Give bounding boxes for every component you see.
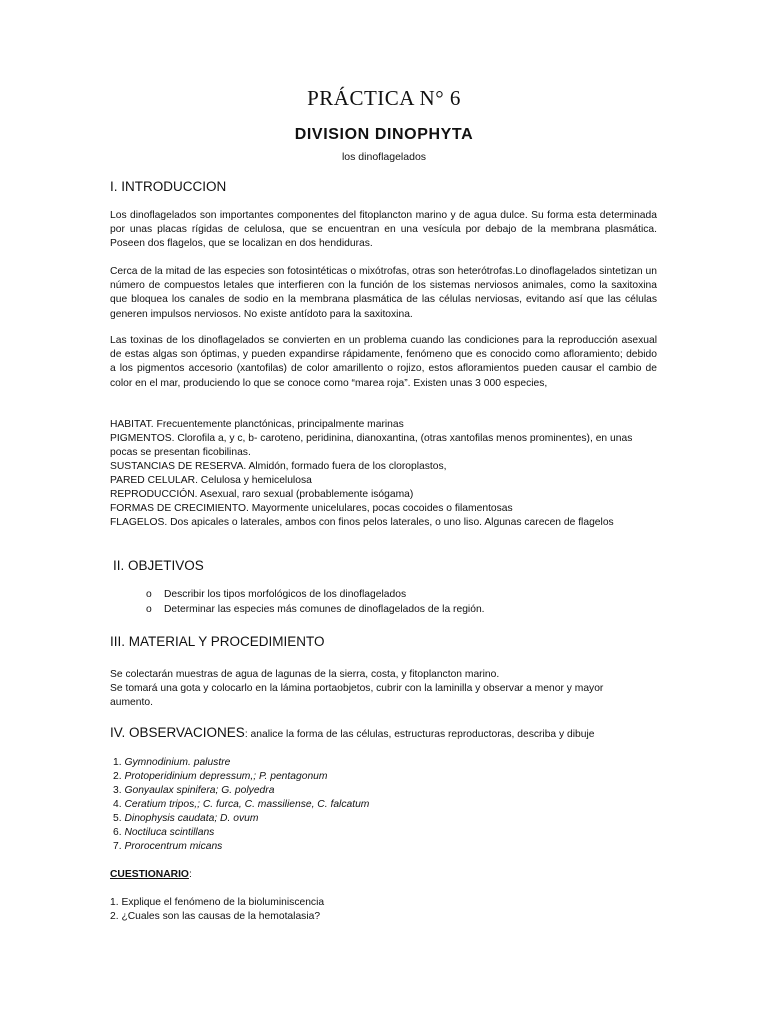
bullet-marker: o: [146, 604, 152, 615]
objective-text: Describir los tipos morfológicos de los dinoflagelados: [164, 589, 407, 600]
species-item: 6. Noctiluca scintillans: [113, 827, 215, 838]
species-item: 7. Prorocentrum micans: [113, 841, 223, 852]
material-line-3: aumento.: [110, 697, 153, 708]
pigmentos-line-1: PIGMENTOS. Clorofila a, y c, b- caroteno, peridinina, dianoxantina, (otras xantofilas menos prominentes), en unas: [110, 433, 633, 444]
species-name: Noctiluca scintillans: [124, 827, 215, 838]
intro-paragraph-2: Cerca de la mitad de las especies son fotosintéticas o mixótrofas, otras son heterótrofas.Lo dinoflagelados sintetizan un número de compuestos letales que interfieren con la función de los sistemas nerviosos animales, como la saxitoxina que bloquea los canales de sodio en la membrana plasmática de las células nerviosas, evitando así que las células generen impulsos nerviosos. No existe antídoto para la saxitoxina.: [110, 266, 657, 320]
section-heading-material: III. MATERIAL Y PROCEDIMIENTO: [110, 634, 325, 649]
bullet-marker: o: [146, 589, 152, 600]
species-name: Protoperidinium depressum,; P. pentagonum: [124, 771, 328, 782]
page-title: PRÁCTICA N° 6: [307, 86, 461, 110]
reserva-line: SUSTANCIAS DE RESERVA. Almidón, formado fuera de los cloroplastos,: [110, 461, 447, 472]
page-subsubtitle: los dinoflagelados: [341, 151, 427, 163]
section-heading-observaciones: [110, 725, 595, 740]
material-line-1: Se colectarán muestras de agua de lagunas de la sierra, costa, y fitoplancton marino.: [110, 669, 500, 680]
cuestionario-title: CUESTIONARIO: [110, 869, 189, 880]
observaciones-instruction: : analice la forma de las células, estructuras reproductoras, describa y dibuje: [244, 729, 595, 740]
species-name: Gonyaulax spinifera; G. polyedra: [124, 785, 275, 796]
species-name: Dinophysis caudata; D. ovum: [124, 813, 259, 824]
section-heading-objetivos: II. OBJETIVOS: [113, 558, 204, 573]
material-line-2: Se tomará una gota y colocarlo en la lámina portaobjetos, cubrir con la laminilla y observar a menor y mayor: [110, 683, 604, 694]
pared-line: PARED CELULAR. Celulosa y hemicelulosa: [110, 475, 312, 486]
intro-paragraph-1: Los dinoflagelados son importantes componentes del fitoplancton marino y de agua dulce. Su forma esta determinada por unas placas rígidas de celulosa, que se encuentran en una vesícula por debajo de la membrana plasmática. Poseen dos flagelos, que se localizan en dos hendiduras.: [110, 210, 657, 250]
habitat-line: HABITAT. Frecuentemente planctónicas, principalmente marinas: [110, 419, 404, 430]
pigmentos-line-2: pocas se presentan ficobilinas.: [110, 447, 251, 458]
page-subtitle: DIVISION DINOPHYTA: [294, 126, 474, 143]
section-heading-introduccion: I. INTRODUCCION: [110, 179, 227, 194]
objective-item: [146, 603, 485, 617]
observaciones-title: IV. OBSERVACIONES: [110, 725, 245, 740]
flagelos-line: FLAGELOS. Dos apicales o laterales, ambos con finos pelos laterales, o uno liso. Algunas carecen de flagelos: [110, 517, 614, 528]
intro-paragraph-3: Las toxinas de los dinoflagelados se convierten en un problema cuando las condiciones para la reproducción asexual de estas algas son óptimas, y pueden expandirse rápidamente, fenómeno que es conocido como afloramiento; debido a los pigmentos accesorio (xantofilas) de color amarillento o rojizo, estos afloramientos pueden causar el cambio de color en el mar, produciendo lo que se conoce como “marea roja”. Existen unas 3 000 especies,: [110, 335, 657, 389]
species-item: 5. Dinophysis caudata; D. ovum: [113, 813, 259, 824]
reproduccion-line: REPRODUCCIÓN. Asexual, raro sexual (probablemente isógama): [110, 489, 414, 500]
objective-item: [146, 588, 406, 602]
species-item: 3. Gonyaulax spinifera; G. polyedra: [113, 785, 275, 796]
species-name: Gymnodinium. palustre: [124, 757, 231, 768]
cuestionario-heading: CUESTIONARIO:: [110, 869, 192, 880]
formas-line: FORMAS DE CRECIMIENTO. Mayormente unicelulares, pocas cocoides o filamentosas: [110, 503, 513, 514]
species-item: 1. Gymnodinium. palustre: [113, 757, 231, 768]
species-name: Prorocentrum micans: [124, 841, 223, 852]
species-item: 4. Ceratium tripos,; C. furca, C. massiliense, C. falcatum: [113, 799, 370, 810]
objective-text: Determinar las especies más comunes de dinoflagelados de la región.: [164, 604, 485, 615]
species-name: Ceratium tripos,; C. furca, C. massiliense, C. falcatum: [124, 799, 370, 810]
question-2: 2. ¿Cuales son las causas de la hemotalasia?: [110, 911, 321, 922]
question-1: 1. Explique el fenómeno de la bioluminiscencia: [110, 897, 325, 908]
species-item: 2. Protoperidinium depressum,; P. pentagonum: [113, 771, 328, 782]
